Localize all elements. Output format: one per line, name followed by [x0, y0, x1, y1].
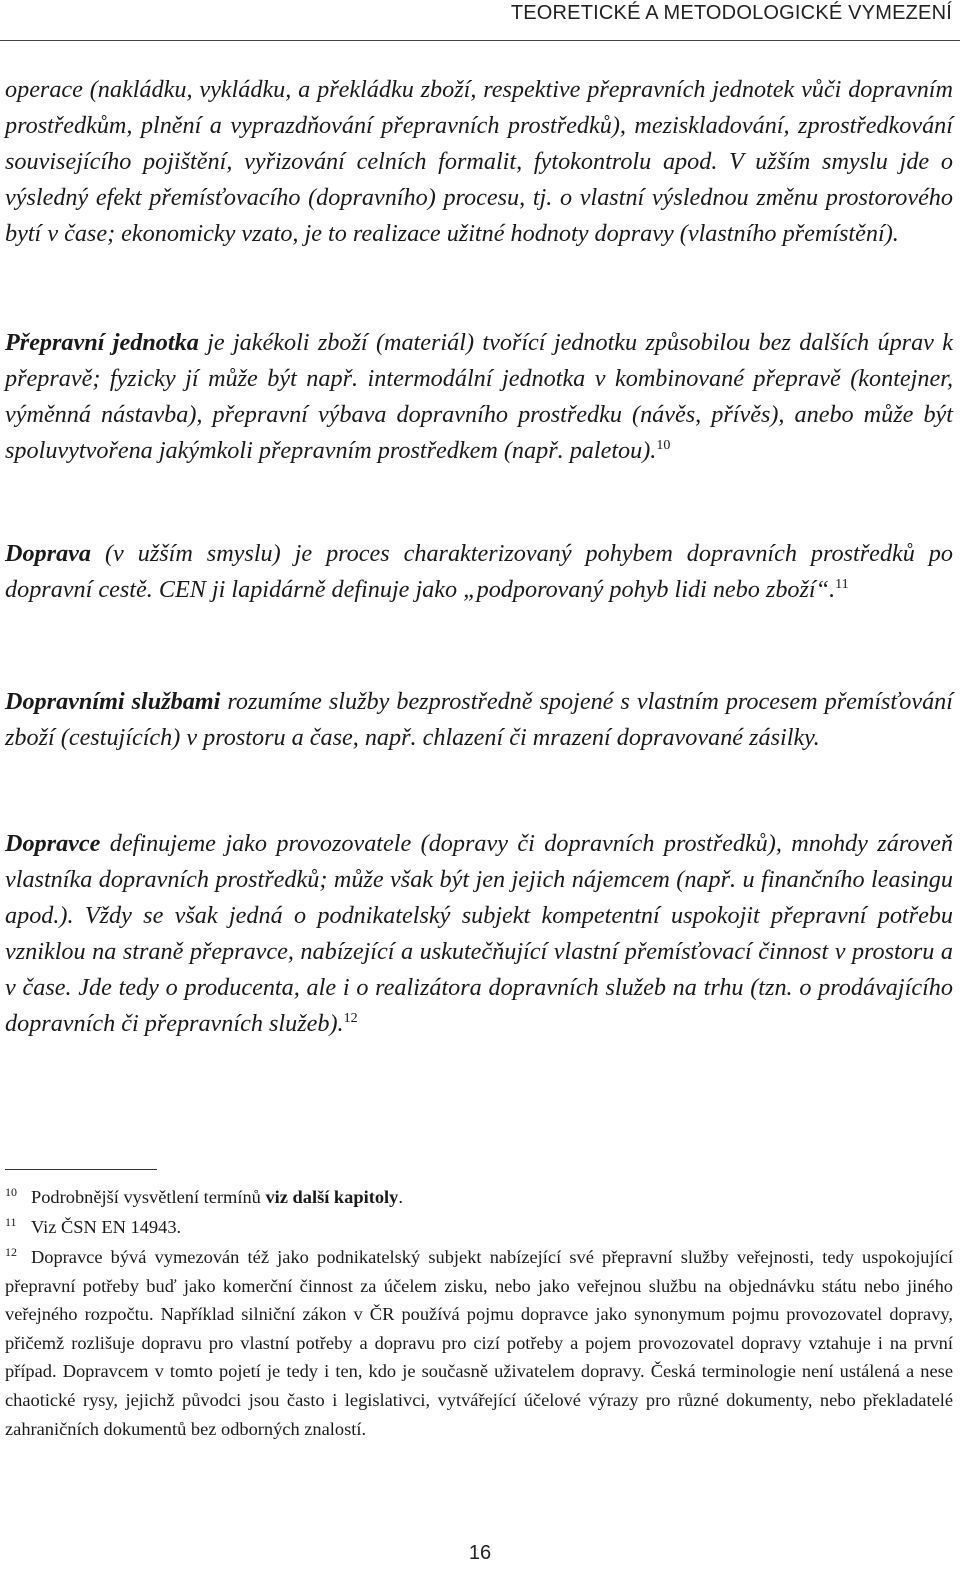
paragraph-continuation — [5, 72, 953, 252]
footnote-text: Dopravce bývá vymezován též jako podnikatelský subjekt nabízející své přepravní služby veřejnosti, tedy uspokojující přepravní potřeby buď jako komerční činnost za účelem zisku, nebo jako veřejnou službu na objednávku státu nebo jiného veřejného rozpočtu. Například silniční zákon v ČR používá pojmu dopravce jako synonymum pojmu provozovatel dopravy, přičemž rozlišuje dopravu pro vlastní potřeby a dopravu pro cizí potřeby a pojem provozovatel dopravy vztahuje i na první případ. Dopravcem v tomto pojetí je tedy i ten, kdo je současně uživatelem dopravy. Česká terminologie není ustálená a nese chaotické rysy, jejichž původci jsou často i legislativci, vytvářející účelové výrazy pro různé dokumenty, nebo překladatelé zahraničních dokumentů bez odborných znalostí. — [5, 1247, 953, 1439]
paragraph-doprava — [5, 536, 953, 608]
footnote-12: 12 Dopravce bývá vymezován též jako podnikatelský subjekt nabízející své přepravní služby veřejnosti, tedy uspokojující přepravní potřeby buď jako komerční činnost za účelem zisku, nebo jako veřejnou službu na objednávku státu nebo jiného veřejného rozpočtu. Například silniční zákon v ČR používá pojmu dopravce jako synonymum pojmu provozovatel dopravy, přičemž rozlišuje dopravu pro vlastní potřeby a dopravu pro cizí potřeby a pojem provozovatel dopravy vztahuje i na první případ. Dopravcem v tomto pojetí je tedy i ten, kdo je současně uživatelem dopravy. Česká terminologie není ustálená a nese chaotické rysy, jejichž původci jsou často i legislativci, vytvářející účelové výrazy pro různé dokumenty, nebo překladatelé zahraničních dokumentů bez odborných znalostí. — [5, 1244, 953, 1439]
footnote-separator — [5, 1169, 157, 1170]
term-dopravce: Dopravce — [5, 830, 101, 857]
paragraph-text: (v užším smyslu) je proces charakterizovaný pohybem dopravních prostředků po dopravní cestě. CEN ji lapidárně definuje jako „podporovaný pohyb lidi nebo zboží“. — [5, 540, 953, 603]
footnote-10: 10 Podrobnější vysvětlení termínů viz další kapitoly. — [5, 1184, 403, 1207]
paragraph-text: je jakékoli zboží (materiál) tvořící jednotku způsobilou bez dalších úprav k přepravě; fyzicky jí může být např. intermodální jednotka v kombinované přepravě (kontejner, výměnná nástavba), přepravní výbava dopravního prostředku (návěs, přívěs), anebo může být spoluvytvořena jakýmkoli přepravním prostředkem (např. paletou). — [5, 329, 953, 464]
footnote-text: Podrobnější vysvětlení termínů — [31, 1187, 266, 1207]
page-number: 16 — [468, 1542, 492, 1564]
paragraph-text: operace (nakládku, vykládku, a překládku zboží, respektive přepravních jednotek vůči dopravním prostředkům, plnění a vyprazdňování přepravních prostředků), meziskladování, zprostředkování souvisejícího pojištění, vyřizování celních formalit, fytokontrolu apod. V užším smyslu jde o výsledný efekt přemísťovacího (dopravního) procesu, tj. o vlastní výslednou změnu prostorového bytí v čase; ekonomicky vzato, je to realizace užitné hodnoty dopravy (vlastního přemístění). — [5, 76, 953, 247]
term-doprava: Doprava — [5, 540, 91, 567]
paragraph-prepravni-jednotka — [5, 325, 953, 469]
footnote-ref-12[interactable]: 12 — [343, 1010, 358, 1026]
footnote-tail: . — [398, 1187, 403, 1207]
paragraph-text: rozumíme služby bezprostředně spojené s vlastním procesem přemísťování zboží (cestujících) v prostoru a čase, např. chlazení či mrazení dopravované zásilky. — [5, 688, 953, 751]
term-dopravni-sluzby: Dopravními službami — [5, 688, 221, 715]
paragraph-dopravce — [5, 826, 953, 1042]
footnote-ref-10[interactable]: 10 — [656, 437, 671, 453]
paragraph-dopravni-sluzby — [5, 684, 953, 756]
running-header: TEORETICKÉ A METODOLOGICKÉ VYMEZENÍ — [510, 2, 952, 24]
paragraph-text: definujeme jako provozovatele (dopravy či dopravních prostředků), mnohdy zároveň vlastníka dopravních prostředků; může však být jen jejich nájemcem (např. u finančního leasingu apod.). Vždy se však jedná o podnikatelský subjekt kompetentní uspokojit přepravní potřebu vzniklou na straně přepravce, nabízející a uskutečňující vlastní přemísťovací činnost v prostoru a v čase. Jde tedy o producenta, ale i o realizátora dopravních služeb na trhu (tzn. o prodávajícího dopravních či přepravních služeb). — [5, 830, 953, 1037]
footnote-11: 11 Viz ČSN EN 14943. — [5, 1214, 182, 1237]
header-rule — [0, 40, 960, 41]
footnote-bold-text: viz další kapitoly — [265, 1187, 399, 1207]
footnote-ref-11[interactable]: 11 — [835, 576, 849, 592]
term-prepravni-jednotka: Přepravní jednotka — [5, 329, 199, 356]
footnote-text: Viz ČSN EN 14943. — [31, 1217, 182, 1237]
